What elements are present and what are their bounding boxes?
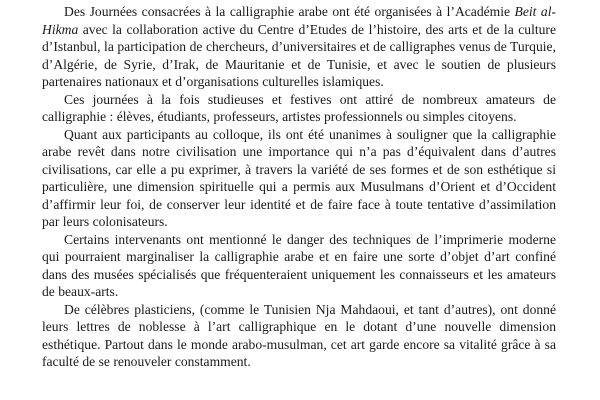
paragraph-4: Certains intervenants ont mentionné le danger des techniques de l’imprimerie moderne qui pourraient marginaliser la calligraphie arabe et en faire une sorte d’objet d’art confiné dans des musées spécialisés que fréquenteraient uniquement les connaisseurs et les amateurs de beaux-arts. [42, 231, 556, 299]
paragraph-1 [42, 3, 556, 91]
paragraph-1-text-end: avec la collaboration active du Centre d’Etudes de l’histoire, des arts et de la culture d’Istanbul, la participation de chercheurs, d’universitaires et de calligraphes venus de Turquie, d’Algérie, de Syrie, d’Irak, de Mauritanie et de Tunisie, et avec le soutien de plusieurs partenaires nationaux et d’organisations culturelles islamiques. [42, 21, 556, 89]
paragraph-2: Ces journées à la fois studieuses et festives ont attiré de nombreux amateurs de calligraphie : élèves, étudiants, professeurs, artistes professionnels ou simples citoyens. [42, 91, 556, 124]
paragraph-3: Quant aux participants au colloque, ils ont été unanimes à souligner que la calligraphie arabe revêt dans notre civilisation une importance qui n’a pas d’équivalent dans d’autres civilisations, car elle a pu exprimer, à travers la variété de ses formes et de son esthétique si particulière, une dimension spirituelle qui a permis aux Musulmans d’Orient et d’Occident d’affirmir leur foi, de conserver leur identité et de faire face à toute tentative d’assimilation par leurs colonisateurs. [42, 126, 556, 229]
academy-name-italic: Beit al-Hikma [42, 4, 557, 37]
paragraph-5: De célèbres plasticiens, (comme le Tunisien Nja Mahdaoui, et tant d’autres), ont donné leurs lettres de noblesse à l’art calligraphique en le dotant d’une nouvelle dimension esthétique. Partout dans le monde arabo-musulman, cet art garde encore sa vitalité grâce à sa faculté de se renouveler constamment. [42, 301, 556, 369]
paragraph-1-text-start: Des Journées consacrées à la calligraphie arabe ont été organisées à l’Académie [64, 4, 515, 19]
document-page [42, 3, 556, 371]
